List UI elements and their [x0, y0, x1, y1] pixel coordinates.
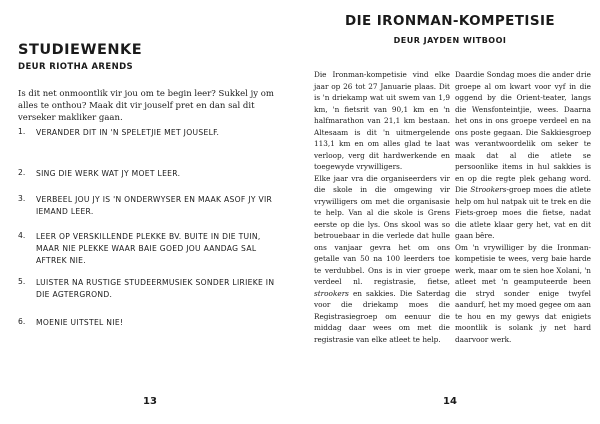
list-text: VERBEEL JOU JY IS 'N ONDERWYSER EN MAAK ASOF JY VIR IEMAND LEER.	[36, 195, 273, 216]
right-page	[300, 0, 600, 424]
byline-jayden-witbooi: DEUR JAYDEN WITBOOI	[393, 36, 507, 45]
list-text: LUISTER NA RUSTIGE STUDEERMUSIEK SONDER LIRIEKE IN DIE AGTERGROND.	[36, 278, 275, 299]
article-column-2	[455, 69, 591, 345]
text-run: en sakkies. Die Saterdag voor die driekamp moes die Registrasiegroep om eenuur die middag daar wees om met die registrasie van elke atleet te help.	[314, 288, 450, 344]
paragraph	[455, 69, 591, 242]
list-text: SING DIE WERK WAT JY MOET LEER.	[36, 169, 181, 178]
intro-paragraph: Is dit net onmoontlik vir jou om te begin leer? Sukkel jy om alles te onthou? Maak dit vir jouself pret en dan sal dit verseker makliker gaan.	[18, 89, 274, 123]
list-number: 5.	[18, 277, 26, 286]
list-text: VERANDER DIT IN 'N SPELETJIE MET JOUSELF.	[36, 128, 220, 137]
list-number: 6.	[18, 317, 26, 326]
list-text: LEER OP VERSKILLENDE PLEKKE BV. BUITE IN DIE TUIN, MAAR NIE PLEKKE WAAR BAIE GOED JOU AANDAG SAL AFTREK NIE.	[36, 232, 261, 265]
list-number: 3.	[18, 194, 26, 203]
italic-term: strookers	[314, 288, 349, 298]
page-number-right: 14	[443, 396, 457, 407]
list-number: 2.	[18, 168, 26, 177]
italic-term: Strookers	[470, 185, 507, 194]
list-text: MOENIE UITSTEL NIE!	[36, 318, 124, 327]
paragraph: Om 'n vrywilliger by die Ironman-kompetisie te wees, verg baie harde werk, maar om te sien hoe Xolani, 'n atleet met 'n geamputeerde been die stryd sonder enige twyfel aandurf, het my moed gegee om aan te hou en my gewys dat enigiets moontlik is solank jy net hard daarvoor werk.	[455, 242, 591, 344]
paragraph	[314, 173, 450, 346]
text-run: -groep moes die atlete help om hul natpak uit te trek en die Fiets-groep moes die fietse, nadat die atlete klaar gery het, vat en dit gaan bêre.	[455, 185, 591, 240]
byline-riotha-arends: DEUR RIOTHA ARENDS	[18, 62, 134, 72]
article-title-studiewenke: STUDIEWENKE	[18, 42, 143, 58]
page-number-left: 13	[143, 396, 157, 407]
paragraph: Die Ironman-kompetisie vind elke jaar op 26 tot 27 Januarie plaas. Dit is 'n driekamp wat uit swem van 1,9 km, 'n fietsrit van 90,1 km en 'n halfmarathon van 21,1 km bestaan. Altesaam is dit 'n uitmergelende 113,1 km en om alles glad te laat verloop, verg dit hardwerkende en toegewyde vrywilligers.	[314, 70, 450, 171]
text-run: Elke jaar vra die organiseerders vir die skole in die omgewing vir vrywilligers om met die organisasie te help. Van al die skole is Grens eerste op die lys. Ons skool was so betrouebaar in die verlede dat hulle ons vanjaar gevra het om ons getalle van 50 na 100 leerders toe te verdubbel. Ons is in vier groepe verdeel nl. registrasie, fietse,	[314, 173, 450, 286]
text-run: Daardie Sondag moes die ander drie groepe al om kwart voor vyf in die oggend by die Orient-teater, langs die Wensfonteintjie, wees. Daarna het ons in ons groepe verdeel en na ons poste gegaan. Die Sakkiesgroep was verantwoordelik om seker te maak dat al die atlete se persoonlike items in hul sakkies is en op die regte plek gehang word. Die	[455, 70, 591, 194]
article-column-1	[314, 69, 450, 345]
article-title-ironman: DIE IRONMAN-KOMPETISIE	[344, 13, 555, 29]
list-number: 4.	[18, 231, 26, 240]
list-number: 1.	[18, 127, 26, 136]
